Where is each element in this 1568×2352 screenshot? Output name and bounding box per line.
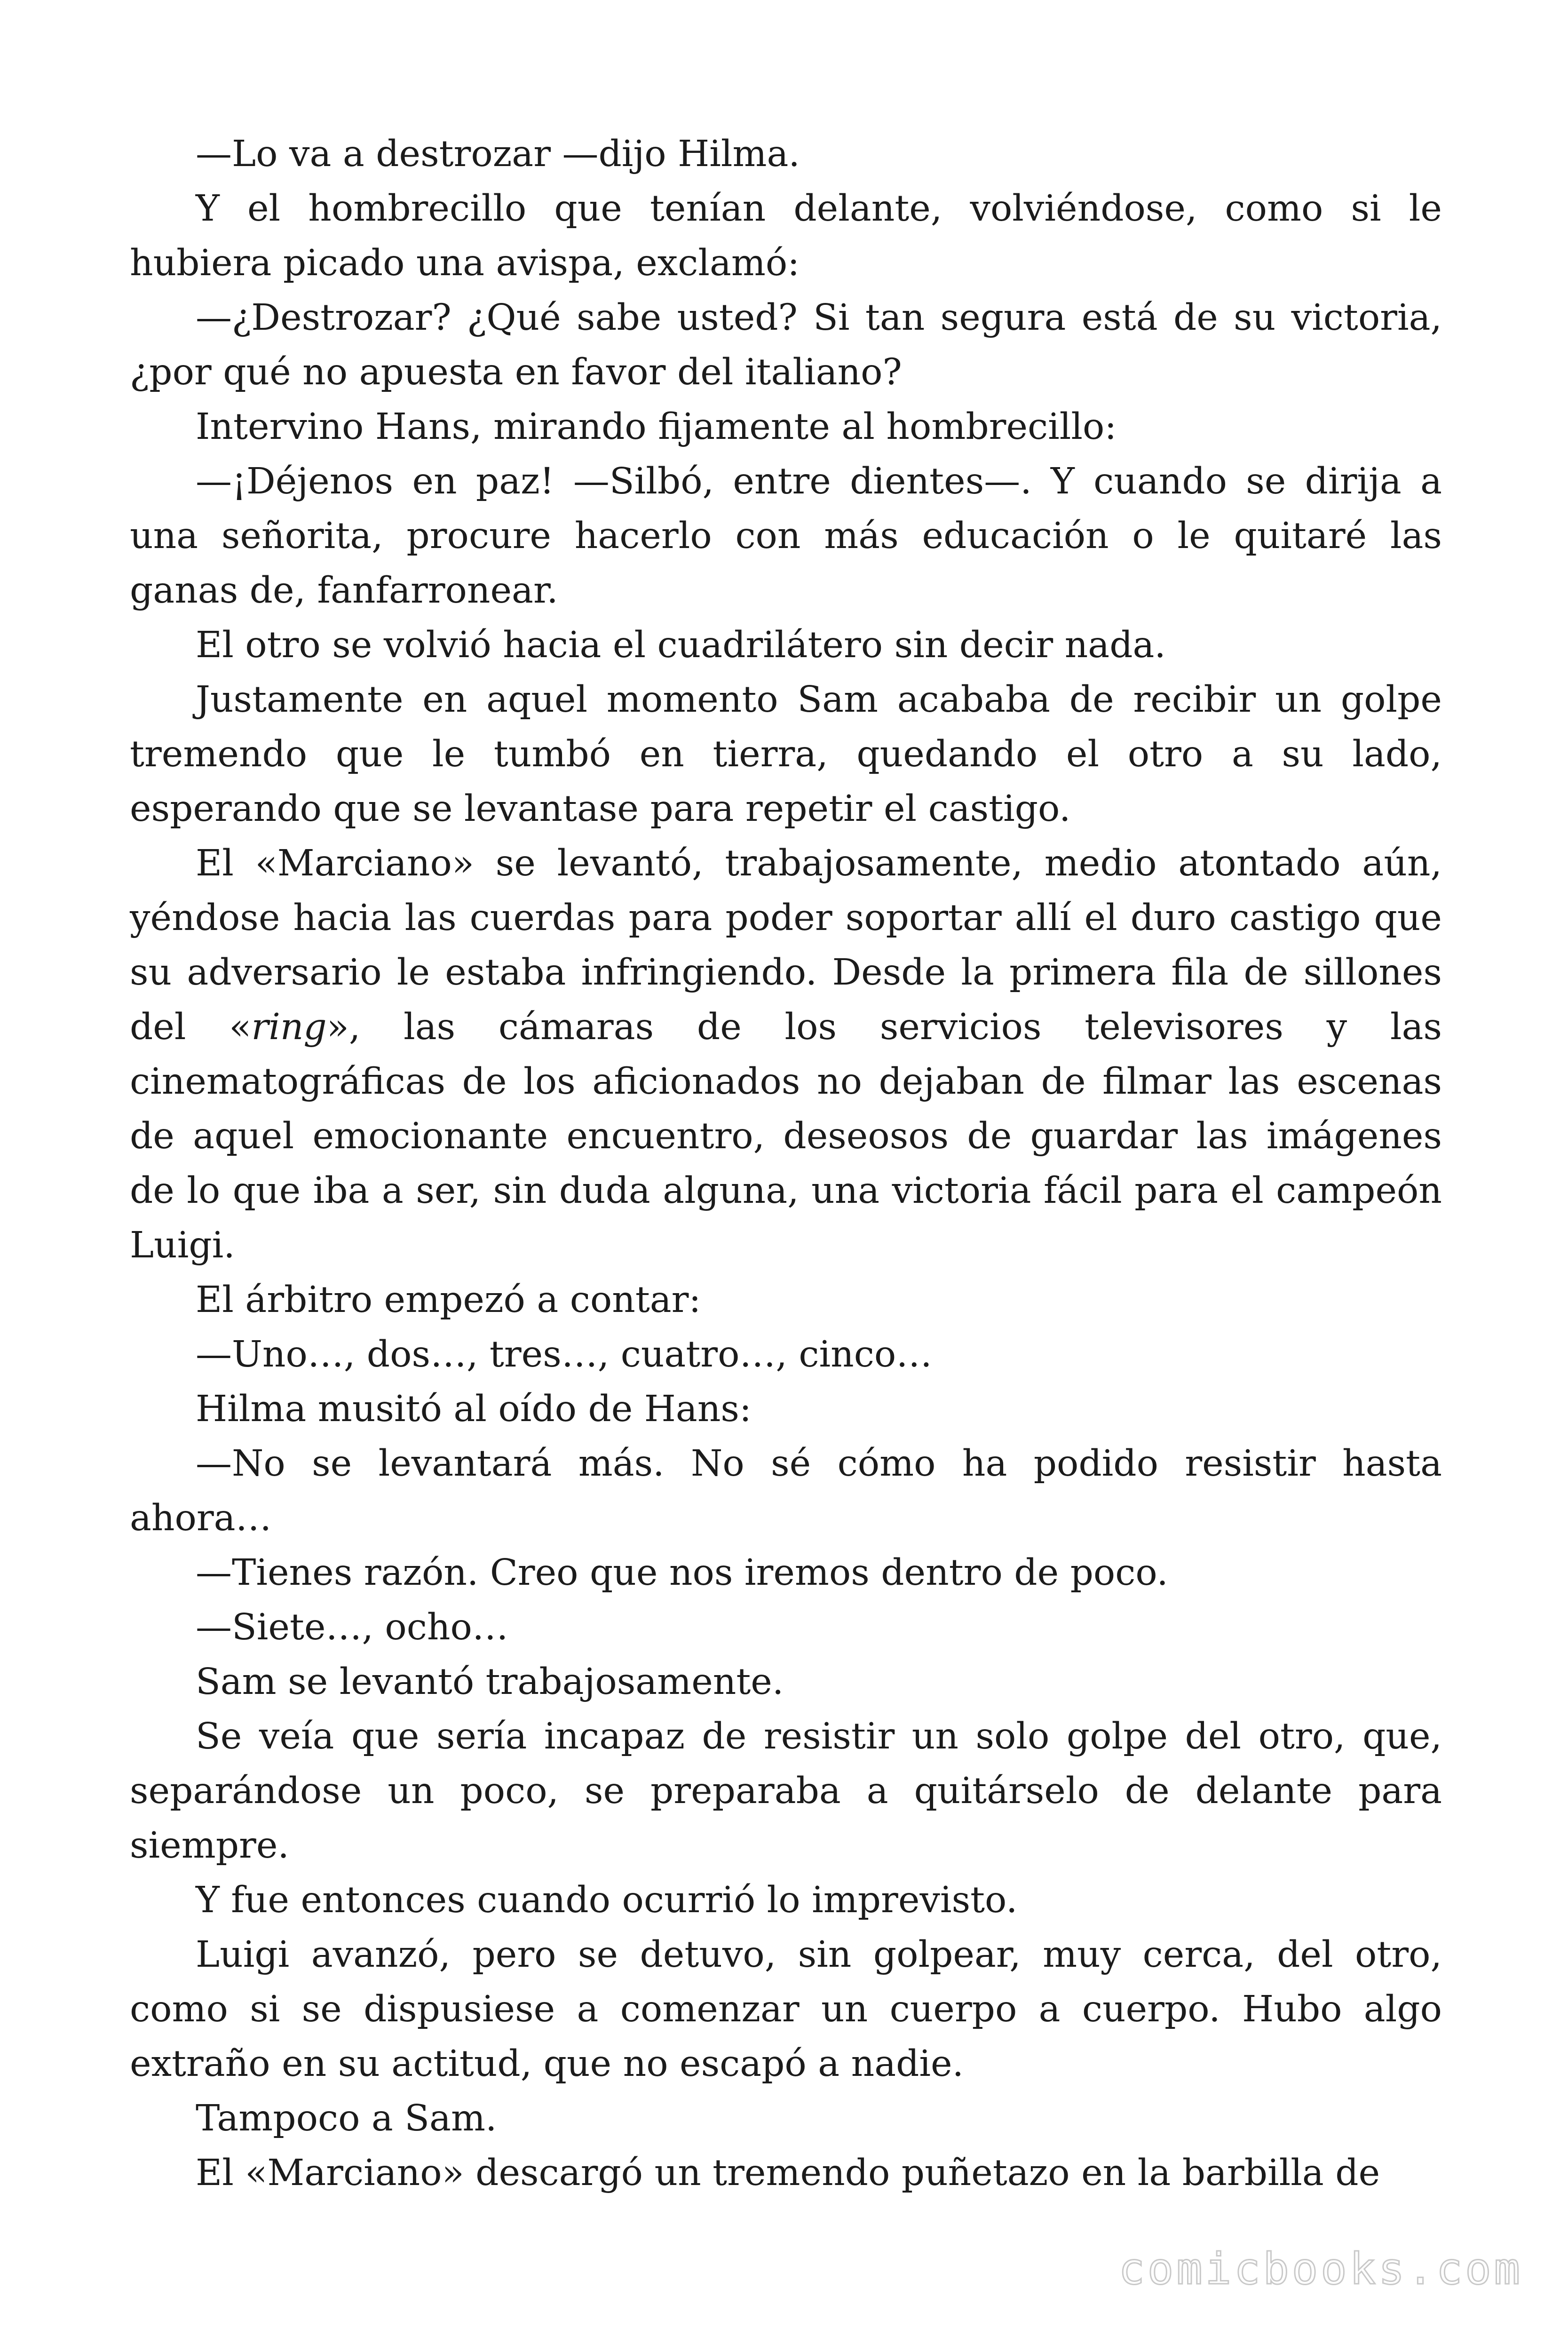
paragraph: Intervino Hans, mirando fijamente al hombrecillo: — [196, 406, 1117, 448]
paragraph: —Uno…, dos…, tres…, cuatro…, cinco… — [196, 1334, 933, 1375]
paragraph: Tampoco a Sam. — [196, 2098, 497, 2139]
paragraph: Justamente en aquel momento Sam acababa de recibir un golpe tremendo que le tumbó en tierra, quedando el otro a su lado, esperando que se levantase para repetir el castigo. — [130, 679, 1442, 830]
paragraph: —¡Déjenos en paz! —Silbó, entre dientes—. Y cuando se dirija a una señorita, procure hacerlo con más educación o le quitaré las ganas de, fanfarronear. — [130, 461, 1442, 612]
paragraph: El árbitro empezó a contar: — [196, 1279, 701, 1321]
paragraph-text: El «Marciano» se levantó, trabajosamente, medio atontado aún, yéndose hacia las cuerdas para poder soportar allí el duro castigo que su adversario le estaba infringiendo. Desde la primera fila de sillones del « — [130, 842, 1442, 1048]
paragraph: —Lo va a destrozar —dijo Hilma. — [196, 133, 800, 175]
paragraph: Y fue entonces cuando ocurrió lo imprevisto. — [196, 1879, 1018, 1921]
paragraph: —Siete…, ocho… — [196, 1606, 508, 1648]
paragraph: Y el hombrecillo que tenían delante, volviéndose, como si le hubiera picado una avispa, exclamó: — [130, 188, 1442, 284]
paragraph: —Tienes razón. Creo que nos iremos dentro de poco. — [196, 1552, 1168, 1594]
paragraph: Se veía que sería incapaz de resistir un solo golpe del otro, que, separándose un poco, se preparaba a quitárselo de delante para siempre. — [130, 1716, 1442, 1867]
paragraph: El otro se volvió hacia el cuadrilátero sin decir nada. — [196, 624, 1166, 666]
paragraph: Sam se levantó trabajosamente. — [196, 1661, 784, 1703]
paragraph: Hilma musitó al oído de Hans: — [196, 1388, 752, 1430]
watermark: comicbooks.com — [1118, 2244, 1523, 2294]
paragraph: —¿Destrozar? ¿Qué sabe usted? Si tan segura está de su victoria, ¿por qué no apuesta en favor del italiano? — [130, 297, 1442, 393]
paragraph: Luigi avanzó, pero se detuvo, sin golpear, muy cerca, del otro, como si se dispusiese a comenzar un cuerpo a cuerpo. Hubo algo extraño en su actitud, que no escapó a nadie. — [130, 1934, 1442, 2085]
italic-term: ring — [251, 1006, 327, 1048]
paragraph: El «Marciano» descargó un tremendo puñetazo en la barbilla de — [196, 2152, 1380, 2194]
page-body-text — [130, 127, 1442, 2201]
paragraph-text: », las cámaras de los servicios televisores y las cinematográficas de los aficionados no dejaban de filmar las escenas de aquel emocionante encuentro, deseosos de guardar las imágenes de lo que iba a ser, sin duda alguna, una victoria fácil para el campeón Luigi. — [130, 1006, 1442, 1266]
paragraph: —No se levantará más. No sé cómo ha podido resistir hasta ahora… — [130, 1443, 1442, 1539]
paragraph — [130, 836, 1442, 1273]
